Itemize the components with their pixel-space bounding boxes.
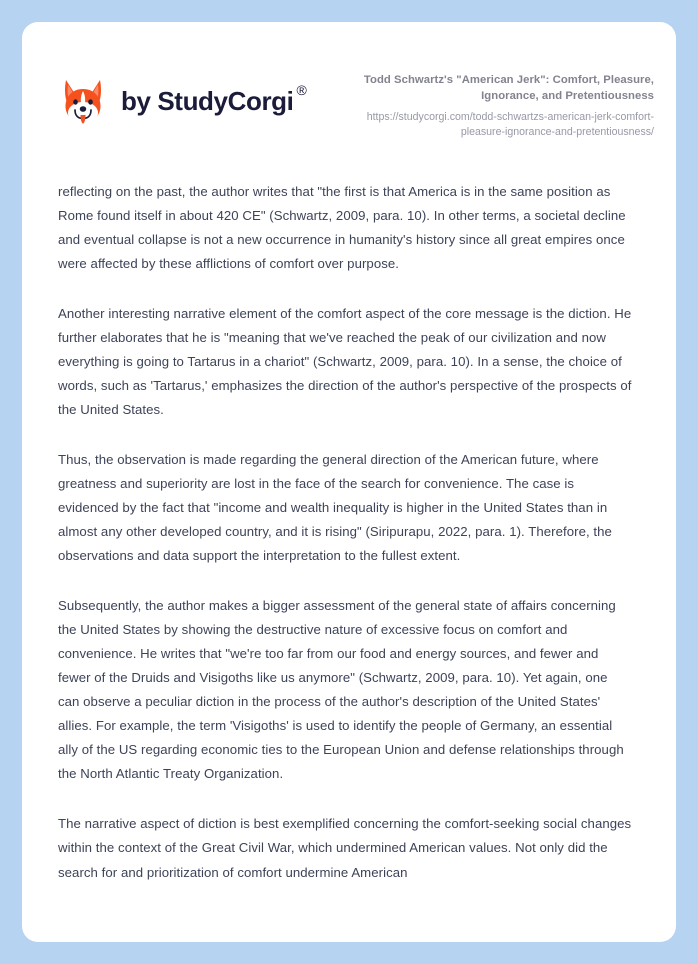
header-meta [324,68,654,140]
article-card [22,22,676,942]
brand-logo[interactable] [58,68,306,126]
brand-wordmark-text: by StudyCorgi [121,86,294,116]
corgi-head-icon [58,76,108,126]
article-paragraph: The narrative aspect of diction is best exemplified concerning the comfort-seeking social changes within the context of the Great Civil War, which undermined American values. Not only did the search for and prioritization of comfort undermine American [58,816,632,880]
article-paragraph: reflecting on the past, the author writes that "the first is that America is in the same position as Rome found itself in about 420 CE" (Schwartz, 2009, para. 10). In other terms, a societal decline and eventual collapse is not a new occurrence in humanity's history since all great empires once were affected by these afflictions of comfort over purpose. [58,184,626,272]
page-header [22,22,676,140]
article-paragraph: Thus, the observation is made regarding the general direction of the American future, where greatness and superiority are lost in the face of the search for convenience. The case is evidenced by the fact that "income and wealth inequality is higher in the United States than in almost any other developed country, and it is rising" (Siripurapu, 2022, para. 1). Therefore, the observations and data support the interpretation to the fullest extent. [58,452,612,564]
article-paragraph: Subsequently, the author makes a bigger assessment of the general state of affairs concerning the United States by showing the destructive nature of excessive focus on comfort and convenience. He writes that "we're too far from our food and energy sources, and fewer and fewer of the Druids and Visigoths like us anymore" (Schwartz, 2009, para. 10). Yet again, one can observe a peculiar diction in the process of the author's description of the United States' allies. For example, the term 'Visigoths' is used to identify the people of Germany, an essential ally of the US regarding economic ties to the European Union and defense relationships through the North Atlantic Treaty Organization. [58,598,624,782]
brand-wordmark [121,82,307,116]
article-content [22,180,676,884]
page-title: Todd Schwartz's "American Jerk": Comfort, Pleasure, Ignorance, and Pretentiousness [363,74,654,103]
page-url: https://studycorgi.com/todd-schwartzs-american-jerk-comfort-pleasure-ignorance-and-pretentiousness/ [366,111,654,139]
article-paragraph: Another interesting narrative element of the comfort aspect of the core message is the diction. He further elaborates that he is "meaning that we've reached the peak of our civilization and now everything is going to Tartarus in a chariot" (Schwartz, 2009, para. 10). In a sense, the choice of words, such as 'Tartarus,' emphasizes the direction of the author's perspective of the prospects of the United States. [58,306,632,418]
registered-trademark-icon: ® [296,82,307,98]
